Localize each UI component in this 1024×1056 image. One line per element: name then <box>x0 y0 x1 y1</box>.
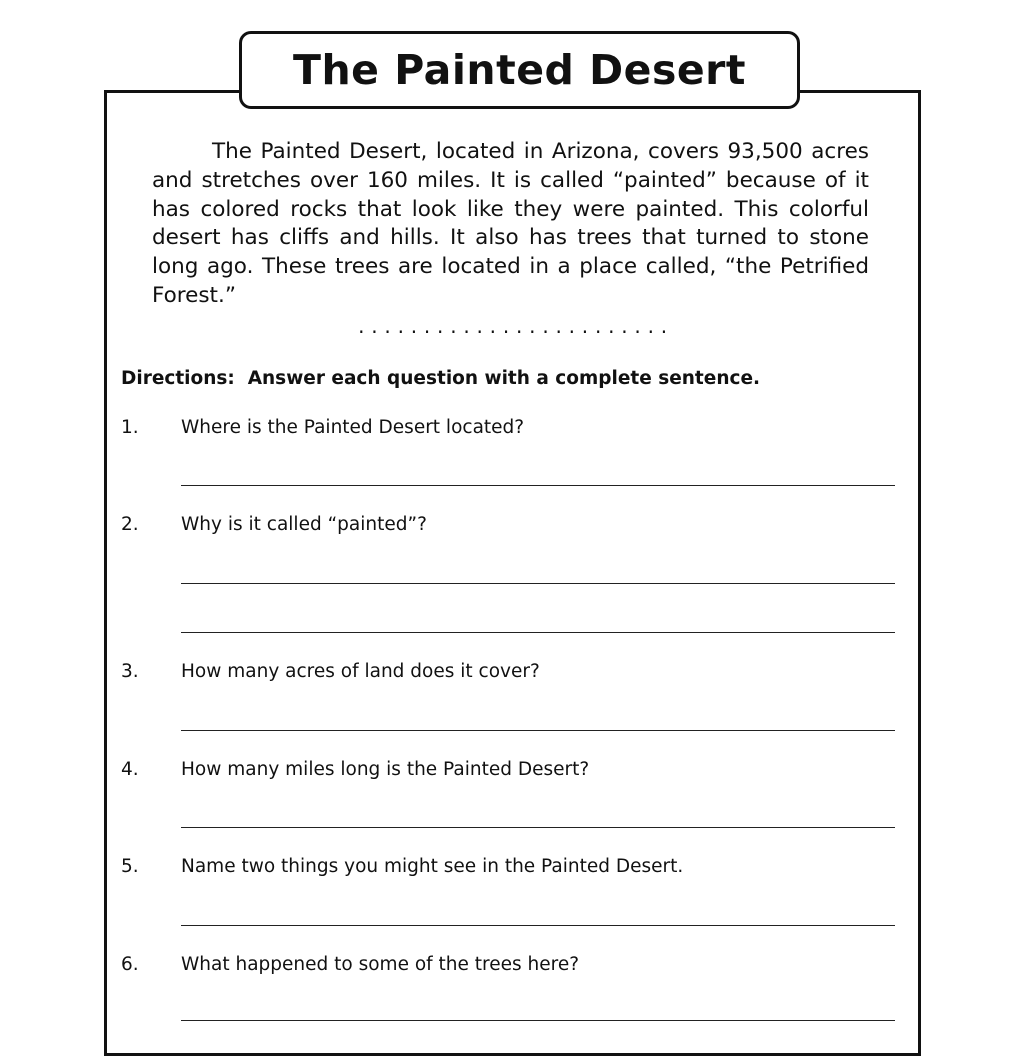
answer-line <box>181 730 895 731</box>
answer-line <box>181 1020 895 1021</box>
question-number: 6. <box>121 954 139 975</box>
worksheet-title: The Painted Desert <box>293 45 746 94</box>
question-text: What happened to some of the trees here? <box>181 954 580 975</box>
question-number: 3. <box>121 661 139 682</box>
answer-line <box>181 827 895 828</box>
question-text: Where is the Painted Desert located? <box>181 417 525 438</box>
answer-line <box>181 485 895 486</box>
question-text: How many acres of land does it cover? <box>181 661 540 682</box>
answer-line <box>181 583 895 584</box>
question-text: How many miles long is the Painted Desert? <box>181 759 590 780</box>
question-number: 5. <box>121 856 139 877</box>
question-text: Name two things you might see in the Painted Desert. <box>181 856 684 877</box>
section-separator: ........................ <box>358 314 674 338</box>
answer-line <box>181 925 895 926</box>
question-text: Why is it called “painted”? <box>181 514 427 535</box>
title-box <box>239 31 800 109</box>
question-number: 1. <box>121 417 139 438</box>
reading-passage: The Painted Desert, located in Arizona, covers 93,500 acres and stretches over 160 miles. It is called “painted” because of it has colored rocks that look like they were painted. This colorful desert has cliffs and hills. It also has trees that turned to stone long ago. These trees are located in a place called, “the Petrified Forest.” <box>152 139 869 308</box>
question-number: 4. <box>121 759 139 780</box>
directions-text: Directions: Answer each question with a complete sentence. <box>121 368 761 389</box>
question-number: 2. <box>121 514 139 535</box>
answer-line <box>181 632 895 633</box>
